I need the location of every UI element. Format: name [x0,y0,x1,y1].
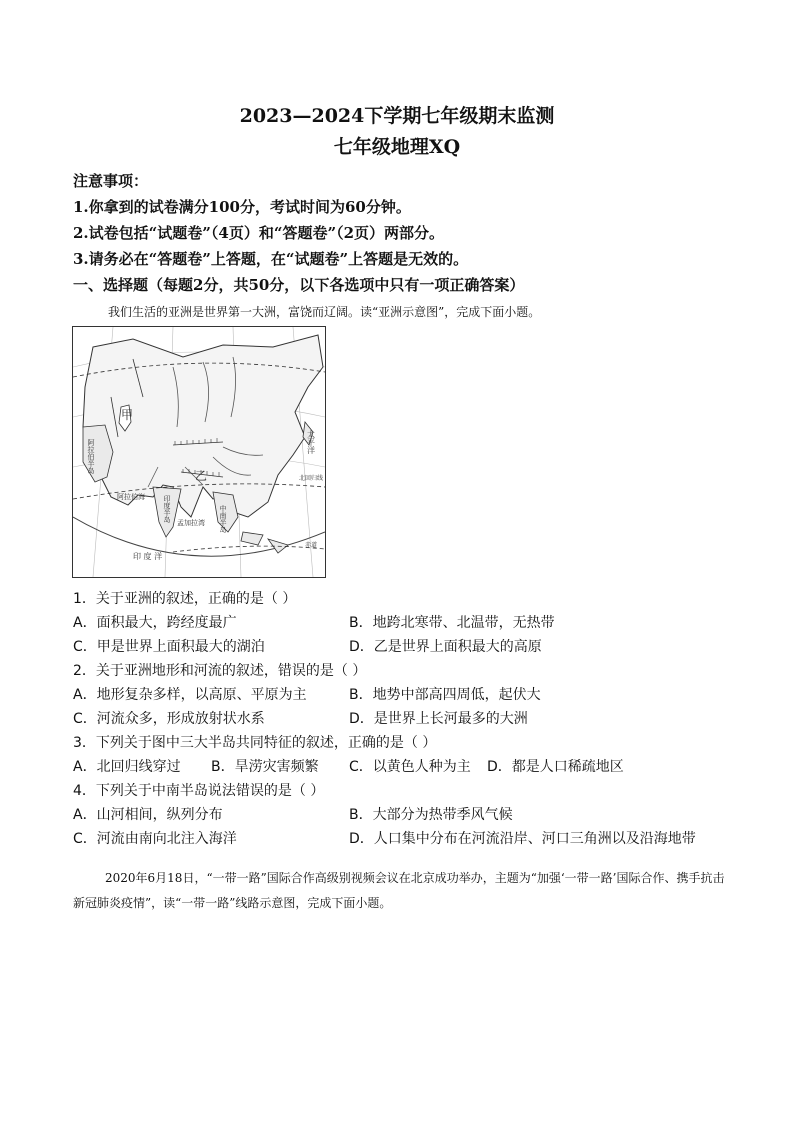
map-label-yi: 乙 [195,469,208,483]
passage-belt-road: 2020年6月18日，“一带一路”国际合作高级别视频会议在北京成功举办，主题为“加强‘一带一路’国际合作、携手抗击新冠肺炎疫情”，读“一带一路”线路示意图，完成下面小题。 [73,871,725,910]
map-label-indian-ocean: 印 度 洋 [133,552,163,561]
asia-map [72,326,326,578]
map-label-pacific: 太平洋 [306,430,316,454]
map-label-tropic: 北回归线 [299,475,324,482]
question-3-stem: 3．下列关于图中三大半岛共同特征的叙述，正确的是（ ） [73,735,437,751]
section-intro: 我们生活的亚洲是世界第一大洲，富饶而辽阔。读“亚洲示意图”，完成下面小题。 [108,305,541,319]
map-label-arabian-sea: 阿拉伯海 [117,493,145,501]
question-2-option-d: D．是世界上长河最多的大洲 [349,711,528,727]
section-heading: 一、选择题（每题2分，共50分，以下各选项中只有一项正确答案） [73,276,525,294]
question-2-option-b: B．地势中部高四周低，起伏大 [349,687,541,703]
question-2-option-c: C．河流众多，形成放射状水系 [73,711,265,727]
question-2-stem: 2．关于亚洲地形和河流的叙述，错误的是（ ） [73,663,367,679]
question-1-option-b: B．地跨北寒带、北温带，无热带 [349,615,555,631]
question-3-option-d: D．都是人口稀疏地区 [487,759,624,775]
map-label-arabia: 阿拉伯半岛 [87,439,95,474]
question-3-option-b: B．旱涝灾害频繁 [211,759,319,775]
page-subtitle: 七年级地理XQ [333,136,461,158]
question-4-option-a: A．山河相间，纵列分布 [73,807,223,823]
notice-item-2: 2.试卷包括“试题卷”（4页）和“答题卷”（2页）两部分。 [73,224,445,242]
question-4-option-c: C．河流由南向北注入海洋 [73,831,237,847]
question-1-option-d: D．乙是世界上面积最大的高原 [349,639,542,655]
map-label-bengal: 孟加拉湾 [177,519,205,527]
question-4-option-b: B．大部分为热带季风气候 [349,807,513,823]
notice-item-1: 1.你拿到的试卷满分100分，考试时间为60分钟。 [73,198,411,216]
map-label-equator: 赤道 [305,542,318,549]
question-1-option-c: C．甲是世界上面积最大的湖泊 [73,639,265,655]
map-label-indochina: 中南半岛 [219,505,227,533]
notice-heading: 注意事项： [73,172,149,190]
question-4-option-d: D．人口集中分布在河流沿岸、河口三角洲以及沿海地带 [349,831,696,847]
map-label-india: 印度半岛 [163,495,171,523]
page-title: 2023—2024下学期七年级期末监测 [239,105,555,127]
map-label-jia: 甲 [121,408,134,422]
notice-item-3: 3.请务必在“答题卷”上答题，在“试题卷”上答题是无效的。 [73,250,469,268]
question-4-stem: 4．下列关于中南半岛说法错误的是（ ） [73,783,325,799]
question-2-option-a: A．地形复杂多样，以高原、平原为主 [73,687,307,703]
question-1-stem: 1．关于亚洲的叙述，正确的是（ ） [73,591,297,607]
question-3-option-a: A．北回归线穿过 [73,759,181,775]
question-1-option-a: A．面积最大，跨经度最广 [73,615,237,631]
question-3-option-c: C．以黄色人种为主 [349,759,471,775]
